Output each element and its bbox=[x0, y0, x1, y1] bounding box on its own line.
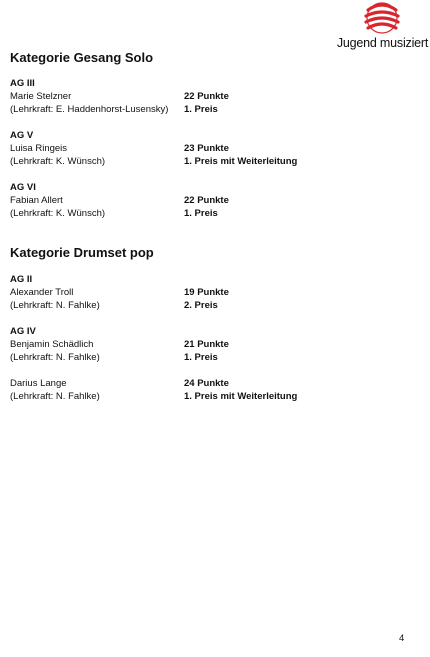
entry-group: AG V bbox=[10, 130, 34, 141]
entry-teacher: (Lehrkraft: N. Fahlke) bbox=[10, 391, 100, 402]
entry-group: AG IV bbox=[10, 326, 36, 337]
entry-prize: 1. Preis mit Weiterleitung bbox=[184, 156, 298, 167]
entry-teacher: (Lehrkraft: N. Fahlke) bbox=[10, 352, 100, 363]
section-title-drumset-pop: Kategorie Drumset pop bbox=[10, 245, 154, 260]
entry-prize: 1. Preis bbox=[184, 208, 218, 219]
section-title-gesang-solo: Kategorie Gesang Solo bbox=[10, 50, 154, 65]
entry-points: 22 Punkte bbox=[184, 195, 229, 206]
entry-teacher: (Lehrkraft: N. Fahlke) bbox=[10, 300, 100, 311]
entry-points: 24 Punkte bbox=[184, 378, 229, 389]
entry-name: Alexander Troll bbox=[10, 287, 74, 298]
entry-name: Marie Stelzner bbox=[10, 91, 72, 102]
entry-group: AG II bbox=[10, 274, 33, 285]
entry-name: Fabian Allert bbox=[10, 195, 63, 206]
entry-teacher: (Lehrkraft: K. Wünsch) bbox=[10, 156, 106, 167]
entry-prize: 1. Preis bbox=[184, 352, 218, 363]
entry-points: 22 Punkte bbox=[184, 91, 229, 102]
entry-group: AG VI bbox=[10, 182, 36, 193]
entry-points: 21 Punkte bbox=[184, 339, 229, 350]
jugend-musiziert-logo bbox=[335, 2, 430, 50]
page-number: 4 bbox=[399, 633, 405, 644]
logo-emblem-icon bbox=[363, 2, 401, 34]
entry-name: Benjamin Schädlich bbox=[10, 339, 94, 350]
entry-points: 23 Punkte bbox=[184, 143, 229, 154]
entry-prize: 1. Preis bbox=[184, 104, 218, 115]
entry-name: Luisa Ringeis bbox=[10, 143, 68, 154]
entry-teacher: (Lehrkraft: E. Haddenhorst-Lusensky) bbox=[10, 104, 169, 115]
entry-prize: 1. Preis mit Weiterleitung bbox=[184, 391, 298, 402]
entry-name: Darius Lange bbox=[10, 378, 67, 389]
entry-group: AG III bbox=[10, 78, 35, 89]
entry-points: 19 Punkte bbox=[184, 287, 229, 298]
logo-text: Jugend musiziert bbox=[336, 36, 429, 50]
entry-teacher: (Lehrkraft: K. Wünsch) bbox=[10, 208, 106, 219]
entry-prize: 2. Preis bbox=[184, 300, 218, 311]
